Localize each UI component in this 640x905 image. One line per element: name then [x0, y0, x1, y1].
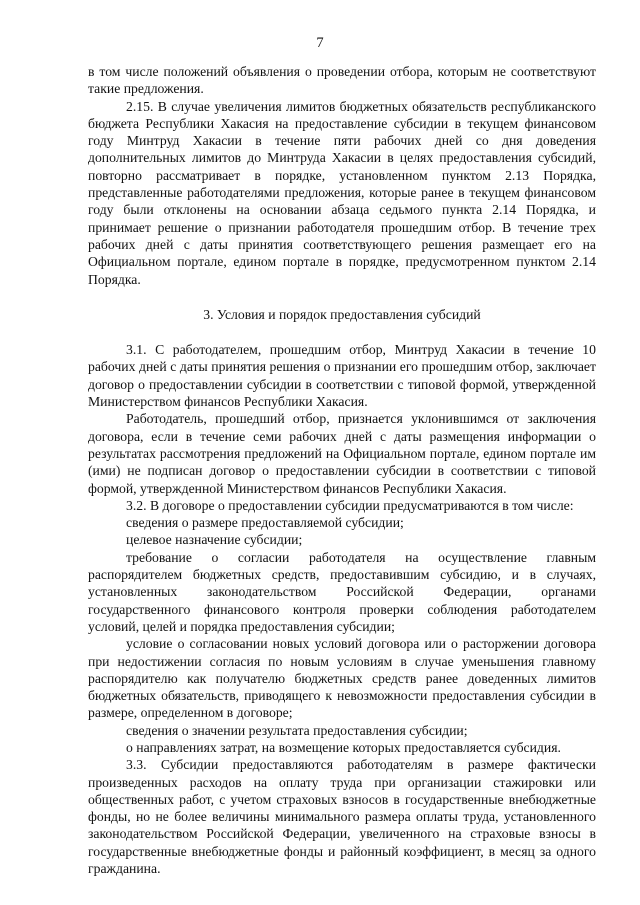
page-number: 7	[316, 35, 324, 51]
list-item-cost-directions: о направлениях затрат, на возмещение которых предоставляется субсидия.	[126, 739, 561, 755]
list-item-result-value: сведения о значении результата предоставления субсидии;	[126, 722, 468, 738]
document-body	[88, 63, 596, 877]
paragraph-3-3: 3.3. Субсидии предоставляются работодателям в размере фактически произведенных расходов на оплату труда при организации стажировки или общественных работ, с учетом страховых взносов в государственные внебюджетные фонды, но не более величины минимального размера оплаты труда, установленного законодательством Российской Федерации, увеличенного на страховые взносы в государственные внебюджетные фонды и районный коэффициент, в месяц за одного гражданина.	[88, 757, 596, 877]
paragraph-3-1: 3.1. С работодателем, прошедшим отбор, Минтруд Хакасии в течение 10 рабочих дней с даты принятия решения о признании его прошедшим отбор, заключает договор о предоставлении субсидии в соответствии с типовой формой, утвержденной Министерством финансов Республики Хакасия.	[88, 342, 596, 410]
list-item-purpose: целевое назначение субсидии;	[126, 532, 303, 548]
list-item-subsidy-size: сведения о размере предоставляемой субсидии;	[126, 515, 404, 531]
list-item-new-conditions: условие о согласовании новых условий договора или о расторжении договора при недостижении согласия по новым условиям в случае уменьшения главному распорядителю как получателю бюджетных средств ранее доведенных лимитов бюджетных обязательств, приводящего к невозможности предоставления субсидии в размере, определенном в договоре;	[88, 636, 596, 721]
section-heading: 3. Условия и порядок предоставления субсидий	[203, 306, 481, 322]
list-item-consent: требование о согласии работодателя на осуществление главным распорядителем бюджетных средств, предоставившим субсидию, и в случаях, установленных законодательством Российской Федерации, органами государственного финансового контроля проверки соблюдения работодателем условий, целей и порядка предоставления субсидии;	[88, 549, 596, 634]
paragraph-continuation: в том числе положений объявления о проведении отбора, которым не соответствуют такие предложения.	[88, 64, 596, 97]
paragraph-evasion: Работодатель, прошедший отбор, признается уклонившимся от заключения договора, если в течение семи рабочих дней с даты размещения информации о результатах рассмотрения предложений на Официальном портале, едином портале им (ими) не подписан договор о предоставлении субсидии в соответствии с типовой формой, утвержденной Министерством финансов Республики Хакасия.	[88, 411, 596, 496]
paragraph-2-15: 2.15. В случае увеличения лимитов бюджетных обязательств республиканского бюджета Республики Хакасия на предоставление субсидии в текущем финансовом году Минтруд Хакасии в течение пяти рабочих дней со дня доведения дополнительных лимитов до Минтруда Хакасии в целях предоставления субсидий, повторно рассматривает в порядке, установленном пунктом 2.13 Порядка, представленные работодателями предложения, которые ранее в текущем финансовом году были отклонены на основании абзаца седьмого пункта 2.14 Порядка, и принимает решение о признании работодателя прошедшим отбор. В течение трех рабочих дней с даты принятия соответствующего решения размещает его на Официальном портале, едином портале в порядке, предусмотренном пунктом 2.14 Порядка.	[88, 98, 596, 287]
paragraph-3-2: 3.2. В договоре о предоставлении субсидии предусматриваются в том числе:	[126, 497, 574, 513]
